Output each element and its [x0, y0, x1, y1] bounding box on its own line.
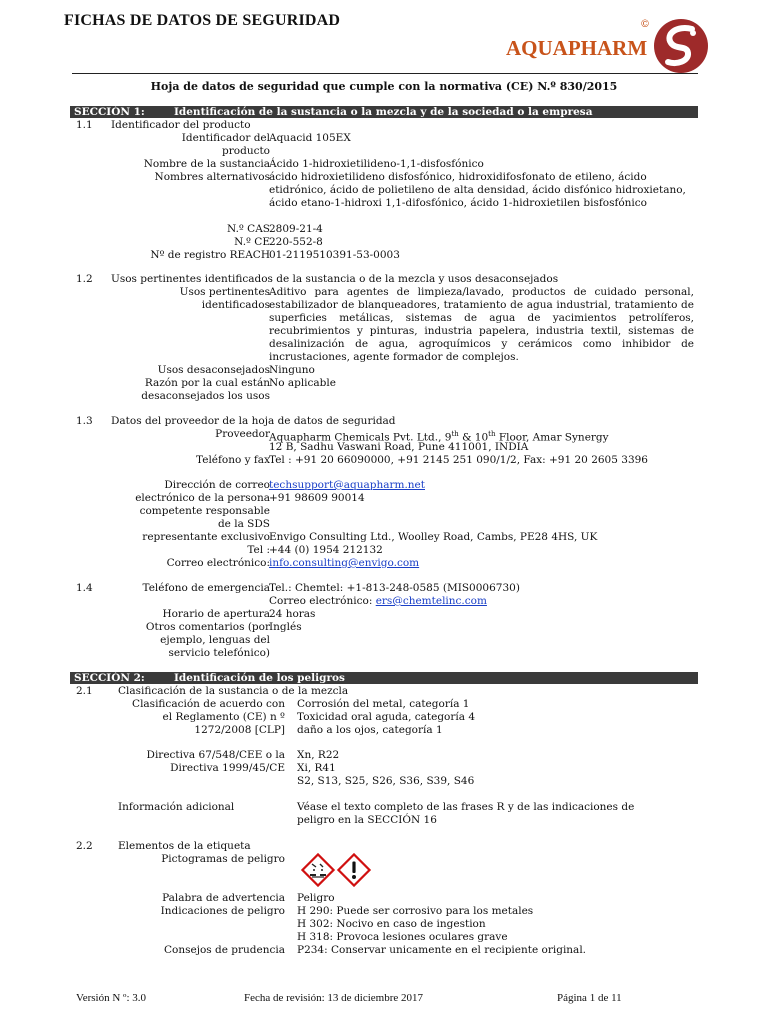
subsection-number: 1.2 [76, 273, 93, 285]
field-label: ejemplo, lenguas del [160, 634, 270, 646]
field-label: Identificador del [181, 132, 270, 144]
supplier-floor: & 10 [458, 431, 489, 444]
section-1-number: SECCIÓN 1: [74, 106, 145, 118]
document-title: FICHAS DE DATOS DE SEGURIDAD [64, 12, 341, 29]
subsection-number: 2.2 [76, 840, 93, 852]
identified-uses: Aditivo para agentes de limpieza/lavado, productos de cuidado personal, estabilizador de blanqueadores, tratamiento de agua industrial, tratamiento de superficies metálicas, sistemas de agua de yacimientos petrolíferos, recubrimientos y pinturas, industria papelera, industria textil, sistemas de desalinización de agua, agroquímicos y cerámicos como inhibidor de incrustaciones, agente formador de complejos. [269, 286, 694, 363]
section-1-title: Identificación de la sustancia o la mezcla y de la sociedad o la empresa [174, 106, 593, 118]
field-label: electrónico de la persona [135, 492, 270, 504]
hazard-statement: H 290: Puede ser corrosivo para los metales [297, 905, 534, 917]
additional-information: Véase el texto completo de las frases R y de las indicaciones de peligro en la SECCIÓN 16 [297, 801, 635, 826]
safety-phrases: S2, S13, S25, S26, S36, S39, S46 [297, 775, 475, 787]
emergency-phone: Tel.: Chemtel: +1-813-248-0585 (MIS0006730) [269, 582, 520, 594]
emergency-email-label: Correo electrónico: [269, 595, 373, 607]
clp-classification: daño a los ojos, categoría 1 [297, 724, 443, 736]
directive-classification: Xn, R22 [297, 749, 340, 761]
aquapharm-logo-icon [653, 18, 709, 74]
field-label: Teléfono y fax [196, 454, 270, 466]
directive-classification: Xi, R41 [297, 762, 336, 774]
exclusive-representative: Envigo Consulting Ltd., Woolley Road, Cambs, PE28 4HS, UK [269, 531, 598, 543]
field-label: Pictogramas de peligro [161, 853, 285, 865]
ordinal-suffix: th [451, 430, 459, 438]
field-label: N.º CE [234, 236, 270, 248]
cas-number: 2809-21-4 [269, 223, 323, 235]
product-identifier: Aquacid 105EX [269, 132, 351, 144]
representative-phone: +44 (0) 1954 212132 [269, 544, 383, 556]
subsection-heading: Elementos de la etiqueta [118, 840, 251, 852]
field-label: Otros comentarios (por [145, 621, 270, 633]
field-label: Teléfono de emergencia [142, 582, 270, 594]
corrosion-pictogram-icon [301, 853, 335, 887]
field-label: servicio telefónico) [168, 647, 270, 659]
subsection-number: 1.3 [76, 415, 93, 427]
exclamation-pictogram-icon [337, 853, 371, 887]
supplier-building: Floor, Amar Synergy [495, 431, 609, 444]
reach-number: 01-2119510391-53-0003 [269, 249, 400, 261]
field-label: Razón por la cual están [144, 377, 270, 389]
section-1-bar [70, 106, 698, 118]
field-label: Palabra de advertencia [162, 892, 285, 904]
field-label: Dirección de correo [164, 479, 270, 491]
supplier-name: Aquapharm Chemicals Pvt. Ltd., 9 [269, 431, 452, 444]
brand-name: AQUAPHARM [506, 36, 648, 60]
clp-classification: Toxicidad oral aguda, categoría 4 [297, 711, 476, 723]
header-divider [72, 73, 698, 74]
field-label: Nº de registro REACH [150, 249, 270, 261]
section-2-bar [70, 672, 698, 684]
techsupport-email-link[interactable]: techsupport@aquapharm.net [269, 479, 425, 491]
field-label: Información adicional [118, 801, 235, 813]
revision-date: Fecha de revisión: 13 de diciembre 2017 [244, 992, 424, 1004]
clp-classification: Corrosión del metal, categoría 1 [297, 698, 470, 710]
page-number: Página 1 de 11 [557, 992, 622, 1004]
field-label: producto [222, 145, 270, 157]
field-label: Correo electrónico: [166, 557, 270, 569]
field-label: Nombre de la sustancia [143, 158, 270, 170]
field-label: competente responsable [139, 505, 270, 517]
substance-name: Ácido 1-hidroxietilideno-1,1-disfosfónico [269, 158, 484, 170]
copyright-symbol: © [640, 19, 650, 30]
field-label: Consejos de prudencia [164, 944, 285, 956]
service-language: Inglés [269, 621, 302, 633]
ce-number: 220-552-8 [269, 236, 323, 248]
hazard-statement: H 302: Nocivo en caso de ingestion [297, 918, 486, 930]
field-label: 1272/2008 [CLP] [194, 724, 285, 736]
field-label: Proveedor [215, 428, 270, 440]
alternative-names: ácido hidroxietilideno disfosfónico, hidroxidifosfonato de etileno, ácido etidrónico, ácido de polietileno de alta densidad, ácido disfónico hidroxietano, ácido etano-1-hidroxi 1,1-difosfónico, ácido 1-hidroxietilen bisfosfónico [269, 171, 686, 209]
subsection-number: 2.1 [76, 685, 93, 697]
supplier-phone-fax: Tel : +91 20 66090000, +91 2145 251 090/1/2, Fax: +91 20 2605 3396 [269, 454, 648, 466]
field-label: representante exclusivo [142, 531, 270, 543]
envigo-email-link[interactable]: info.consulting@envigo.com [269, 557, 420, 569]
field-label: Directiva 67/548/CEE o la [146, 749, 285, 761]
sds-contact-phone: +91 98609 90014 [269, 492, 365, 504]
hazard-statement: H 318: Provoca lesiones oculares grave [297, 931, 508, 943]
signal-word: Peligro [297, 892, 335, 904]
field-label: Directiva 1999/45/CE [170, 762, 285, 774]
uses-advised-against: Ninguno [269, 364, 315, 376]
field-label: Nombres alternativos [154, 171, 270, 183]
regulation-subtitle: Hoja de datos de seguridad que cumple con la normativa (CE) N.º 830/2015 [150, 80, 618, 93]
chemtel-email-link[interactable]: ers@chemtelinc.com [375, 595, 487, 607]
field-label: identificados [201, 299, 270, 311]
field-label: Usos desaconsejados [157, 364, 270, 376]
subsection-number: 1.4 [76, 582, 93, 594]
ordinal-suffix: th [488, 430, 496, 438]
reason-value: No aplicable [269, 377, 336, 389]
subsection-number: 1.1 [76, 119, 93, 131]
field-label: Horario de apertura [162, 608, 270, 620]
version-number: Versión N º: 3.0 [76, 992, 147, 1004]
supplier-address-line-2: 12 B, Sadhu Vaswani Road, Pune 411001, INDIA [269, 441, 529, 453]
field-label: Usos pertinentes [179, 286, 270, 298]
field-label: Tel : [247, 544, 270, 556]
field-label: N.º CAS [227, 223, 270, 235]
field-label: Indicaciones de peligro [160, 905, 285, 917]
opening-hours: 24 horas [269, 608, 316, 620]
field-label: de la SDS [217, 518, 270, 530]
subsection-heading: Datos del proveedor de la hoja de datos de seguridad [111, 415, 396, 427]
field-label: Clasificación de acuerdo con [132, 698, 285, 710]
section-2-title: Identificación de los peligros [174, 672, 345, 684]
section-2-number: SECCIÓN 2: [74, 672, 145, 684]
precautionary-statement: P234: Conservar unicamente en el recipiente original. [297, 944, 587, 956]
subsection-heading: Usos pertinentes identificados de la sustancia o de la mezcla y usos desaconsejados [111, 273, 559, 285]
subsection-heading: Identificador del producto [111, 119, 251, 131]
field-label: el Reglamento (CE) n º [162, 711, 285, 723]
field-label: desaconsejados los usos [141, 390, 270, 402]
subsection-heading: Clasificación de la sustancia o de la mezcla [118, 685, 349, 697]
